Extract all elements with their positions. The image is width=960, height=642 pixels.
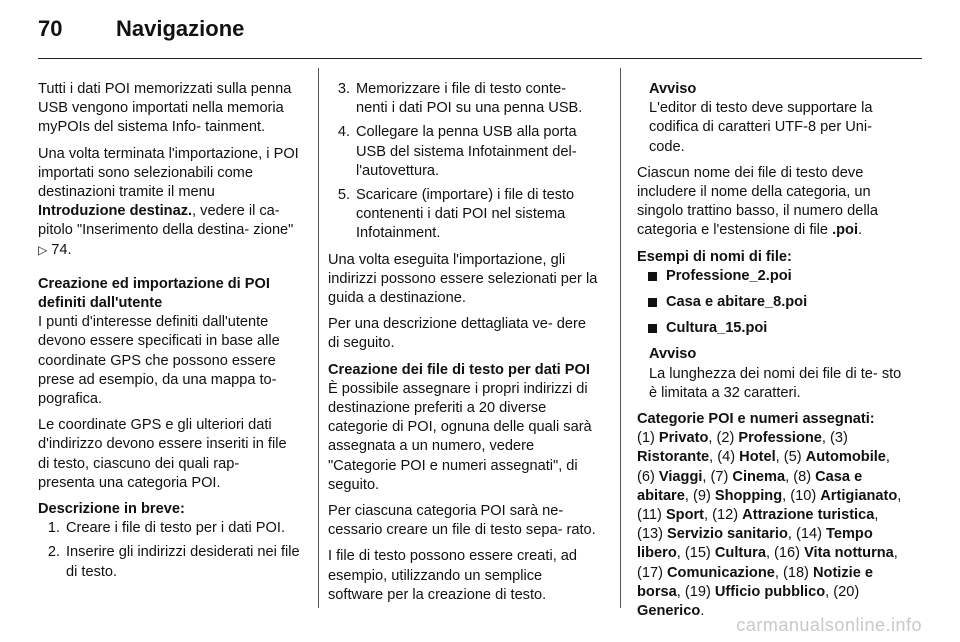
category-number: (10)	[790, 487, 821, 504]
step-text: Creare i file di testo per i dati POI.	[66, 520, 285, 537]
step-text: Scaricare (importare) i file di testo contenenti i dati POI nel sistema Infotainment.	[356, 187, 575, 242]
menu-name: Introduzione destinaz.	[38, 203, 193, 220]
step-number: 3.	[337, 81, 350, 97]
notice-title: Avviso	[649, 81, 697, 97]
notice-title: Avviso	[649, 346, 697, 363]
section-heading: Descrizione in breve:	[38, 501, 185, 518]
paragraph: I punti d'interesse definiti dall'utente devono essere specificati in base alle coordinate GPS che possono essere prese ad esempio, da una mappa to- pografica.	[38, 314, 280, 408]
category-name: Vita notturna	[804, 545, 894, 562]
category-number: (4)	[717, 449, 740, 466]
category-number: (16)	[774, 545, 805, 562]
category-number: (14)	[795, 526, 826, 543]
list-item	[38, 519, 300, 538]
notice	[637, 345, 902, 403]
section-heading: Esempi di nomi di file:	[637, 248, 792, 265]
category-number: (9)	[692, 487, 715, 504]
section-heading: Categorie POI e numeri assegnati:	[637, 411, 875, 428]
step-number: 5.	[337, 187, 350, 204]
column-divider	[318, 68, 319, 608]
category-number: (6)	[637, 468, 659, 485]
steps-list	[328, 80, 600, 244]
category-name: Ufficio pubblico	[714, 583, 826, 600]
step-number: 1.	[47, 520, 60, 537]
category-number: (12)	[712, 507, 743, 524]
page-reference[interactable]: 74.	[51, 241, 72, 258]
paragraph: È possibile assegnare i propri indirizzi di destinazione preferiti a 20 diverse categorie di POI, ognuna delle quali sarà assegnata a un numero, vedere "Categorie POI e numeri assegnati", di seguito.	[328, 380, 592, 493]
category-number: (8)	[793, 468, 816, 485]
category-number: (2)	[716, 430, 739, 447]
page-header	[38, 16, 244, 42]
category-name: Hotel	[739, 449, 776, 466]
examples-list	[637, 267, 902, 339]
list-item	[637, 319, 902, 338]
notice-text: La lunghezza dei nomi dei file di te- sto è limitata a 32 caratteri.	[649, 365, 902, 401]
category-number: (7)	[710, 468, 733, 485]
category-name: Automobile	[805, 449, 886, 466]
category-name: Artigianato	[820, 487, 898, 504]
category-name: Cinema	[732, 468, 786, 485]
notice	[637, 80, 902, 157]
category-number: (1)	[637, 430, 659, 447]
example-filename: Cultura_15.poi	[666, 320, 768, 337]
category-number: (3)	[830, 430, 848, 447]
category-name: Tempo libero	[637, 526, 873, 562]
column-2	[328, 80, 600, 612]
list-item	[637, 293, 902, 312]
paragraph: Le coordinate GPS e gli ulteriori dati d'indirizzo devono essere inseriti in file di testo, ciascuno dei quali rap- presenta una categoria POI.	[38, 417, 287, 491]
category-name: Casa e abitare	[637, 468, 863, 504]
page-reference-icon: ▷	[38, 242, 48, 257]
category-number: (20)	[833, 583, 860, 600]
step-text: Memorizzare i file di testo conte- nenti i dati POI su una penna USB.	[356, 81, 583, 117]
category-name: Cultura	[714, 545, 766, 562]
bullet-square-icon	[648, 324, 657, 333]
category-number: (11)	[637, 507, 666, 524]
example-filename: Professione_2.poi	[666, 267, 792, 284]
list-item	[328, 80, 600, 118]
paragraph: Tutti i dati POI memorizzati sulla penna USB vengono importati nella memoria myPOIs del sistema Info- tainment.	[38, 81, 292, 136]
bullet-square-icon	[648, 272, 657, 281]
category-name: Viaggi	[658, 468, 703, 485]
category-number: (18)	[782, 564, 813, 581]
column-3	[637, 80, 902, 628]
category-name: Servizio sanitario	[667, 526, 788, 543]
text: Ciascun nome dei file di testo deve includere il nome della categoria, un singolo trattino basso, il numero della categoria e l'estensione di file	[637, 164, 878, 239]
paragraph: I file di testo possono essere creati, ad esempio, utilizzando un semplice software per la creazione di testo.	[328, 548, 578, 603]
page-number: 70	[38, 16, 63, 41]
column-1	[38, 80, 300, 589]
page-title: Navigazione	[116, 16, 245, 41]
category-name: Ristorante	[637, 449, 710, 466]
list-item	[38, 543, 300, 581]
category-name: Privato	[658, 430, 709, 447]
category-number: (19)	[684, 583, 715, 600]
section-heading: Creazione ed importazione di POI definiti dall'utente	[38, 275, 270, 312]
category-name: Attrazione turistica	[742, 507, 875, 524]
category-number: (13)	[637, 526, 668, 543]
category-number: (15)	[684, 545, 715, 562]
text: .	[858, 222, 863, 239]
category-number: (5)	[783, 449, 806, 466]
category-name: Generico	[637, 603, 701, 620]
column-divider	[620, 68, 621, 608]
category-list: (1) Privato, (2) Professione, (3) Ristorante, (4) Hotel, (5) Automobile, (6) Viaggi, (7) Cinema, (8) Casa e abitare, (9) Shopping, (10) Artigianato, (11) Sport, (12) Attrazione turistica, (13) Servizio sanitario, (14) Tempo libero, (15) Cultura, (16) Vita notturna, (17) Comunicazione, (18) Notizie e borsa, (19) Ufficio pubblico, (20) Generico.	[637, 430, 902, 620]
header-rule	[38, 58, 922, 59]
paragraph: Una volta eseguita l'importazione, gli indirizzi possono essere selezionati per la guida a destinazione.	[328, 251, 598, 307]
section-heading: Creazione dei file di testo per dati POI	[328, 361, 590, 378]
step-number: 2.	[47, 544, 60, 561]
list-item	[328, 186, 600, 244]
step-number: 4.	[337, 124, 350, 141]
text: Una volta terminata l'importazione, i POI importati sono selezionabili come destinazioni tramite il menu	[38, 145, 299, 201]
paragraph: Per ciascuna categoria POI sarà ne- cessario creare un file di testo sepa- rato.	[328, 503, 596, 539]
notice-text: L'editor di testo deve supportare la codifica di caratteri UTF-8 per Uni- code.	[649, 100, 873, 155]
category-name: Sport	[665, 507, 705, 524]
step-text: Inserire gli indirizzi desiderati nei file di testo.	[66, 544, 300, 580]
category-name: Comunicazione	[667, 564, 775, 581]
step-text: Collegare la penna USB alla porta USB del sistema Infotainment del- l'autovettura.	[356, 124, 577, 179]
paragraph	[637, 164, 902, 241]
category-name: Shopping	[714, 487, 783, 504]
list-item	[328, 123, 600, 181]
text: , vedere il ca- pitolo "Inserimento della destina- zione"	[38, 203, 294, 239]
paragraph: Per una descrizione dettagliata ve- dere di seguito.	[328, 316, 586, 352]
category-number: (17)	[637, 564, 668, 581]
file-extension: .poi	[832, 222, 859, 239]
paragraph	[38, 145, 300, 260]
bullet-square-icon	[648, 298, 657, 307]
example-filename: Casa e abitare_8.poi	[666, 294, 808, 311]
category-name: Professione	[738, 430, 822, 447]
category-name: Notizie e borsa	[637, 564, 873, 600]
list-item	[637, 267, 902, 286]
steps-list	[38, 519, 300, 582]
watermark: carmanualsonline.info	[736, 615, 922, 635]
